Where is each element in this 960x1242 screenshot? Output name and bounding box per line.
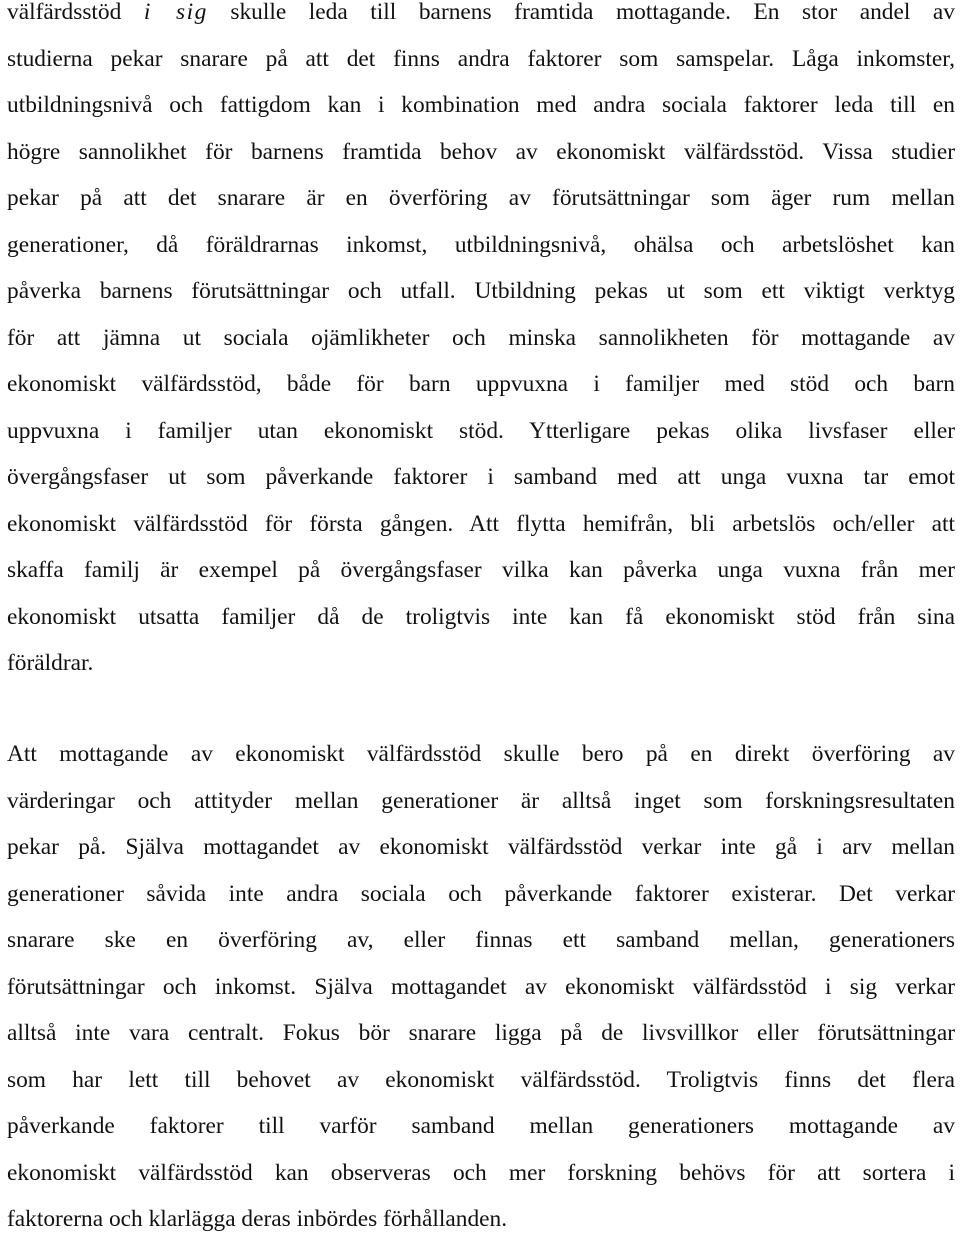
text-segment: välfärdsstöd bbox=[7, 0, 144, 25]
text-line: pekar på. Själva mottagandet av ekonomiskt välfärdsstöd verkar inte gå i arv mellan bbox=[7, 834, 955, 860]
text-line: påverkande faktorer till varför samband mellan generationers mottagande av bbox=[7, 1113, 955, 1139]
text-line bbox=[7, 0, 955, 35]
text-line: ekonomiskt välfärdsstöd, både för barn uppvuxna i familjer med stöd och barn bbox=[7, 371, 955, 397]
text-line: studierna pekar snarare på att det finns andra faktorer som samspelar. Låga inkomster, bbox=[7, 45, 955, 72]
text-line: föräldrar. bbox=[7, 650, 94, 676]
text-line: ekonomiskt välfärdsstöd kan observeras och mer forskning behövs för att sortera i bbox=[7, 1159, 955, 1186]
text-line: högre sannolikhet för barnens framtida behov av ekonomiskt välfärdsstöd. Vissa studier bbox=[7, 138, 955, 165]
text-line: pekar på att det snarare är en överföring av förutsättningar som äger rum mellan bbox=[7, 185, 955, 211]
italic-text-segment: i sig bbox=[143, 0, 208, 25]
text-line: generationer såvida inte andra sociala och påverkande faktorer existerar. Det verkar bbox=[7, 880, 955, 907]
text-line: uppvuxna i familjer utan ekonomiskt stöd. Ytterligare pekas olika livsfaser eller bbox=[7, 417, 955, 444]
text-line: påverka barnens förutsättningar och utfall. Utbildning pekas ut som ett viktigt verktyg bbox=[7, 278, 955, 304]
text-line: ekonomiskt välfärdsstöd för första gången. Att flytta hemifrån, bli arbetslös och/eller att bbox=[7, 510, 955, 537]
text-line: Att mottagande av ekonomiskt välfärdsstöd skulle bero på en direkt överföring av bbox=[7, 741, 955, 767]
text-line: för att jämna ut sociala ojämlikheter och minska sannolikheten för mottagande av bbox=[7, 324, 955, 351]
text-line: generationer, då föräldrarnas inkomst, utbildningsnivå, ohälsa och arbetslöshet kan bbox=[7, 231, 955, 258]
text-line: utbildningsnivå och fattigdom kan i kombination med andra sociala faktorer leda till en bbox=[7, 92, 955, 118]
text-line: snarare ske en överföring av, eller finnas ett samband mellan, generationers bbox=[7, 927, 955, 953]
text-line: övergångsfaser ut som påverkande faktorer i samband med att unga vuxna tar emot bbox=[7, 464, 955, 490]
text-line: förutsättningar och inkomst. Själva mottagandet av ekonomiskt välfärdsstöd i sig verkar bbox=[7, 973, 955, 1000]
text-segment: skulle leda till barnens framtida mottagande. En stor andel av bbox=[207, 0, 955, 25]
text-line: ekonomiskt utsatta familjer då de troligtvis inte kan få ekonomiskt stöd från sina bbox=[7, 603, 955, 630]
text-line: skaffa familj är exempel på övergångsfaser vilka kan påverka unga vuxna från mer bbox=[7, 557, 955, 583]
text-line: alltså inte vara centralt. Fokus bör snarare ligga på de livsvillkor eller förutsättningar bbox=[7, 1020, 955, 1046]
text-line: faktorerna och klarlägga deras inbördes förhållanden. bbox=[7, 1206, 508, 1232]
text-line: värderingar och attityder mellan generationer är alltså inget som forskningsresultaten bbox=[7, 787, 955, 814]
text-line: som har lett till behovet av ekonomiskt välfärdsstöd. Troligtvis finns det flera bbox=[7, 1066, 955, 1093]
